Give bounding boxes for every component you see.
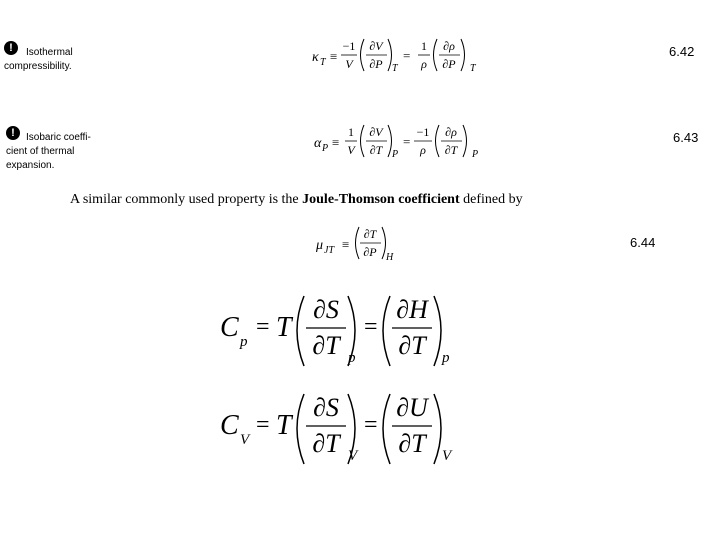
eq-operator: = <box>403 134 411 149</box>
eq-denominator: ∂T <box>444 143 458 157</box>
eq-subscript: V <box>348 448 358 464</box>
right-paren <box>388 125 392 157</box>
sentence-prefix: A similar commonly used property is the <box>70 192 303 207</box>
right-paren <box>461 39 465 71</box>
eq-operator: ≡ <box>330 49 338 64</box>
right-paren <box>463 125 467 157</box>
eq-numerator: ∂U <box>396 393 428 422</box>
eq-denominator: ∂P <box>442 57 456 71</box>
eq-subscript: T <box>392 63 398 74</box>
eq-operator: ≡ <box>332 135 340 150</box>
eq-numerator: ∂V <box>369 125 383 139</box>
eq-numerator: 1 <box>421 39 427 53</box>
joule-thomson-term: Joule-Thomson coefficient <box>302 192 460 207</box>
eq-numerator: −1 <box>342 39 356 53</box>
eq-numerator: ∂ρ <box>443 39 455 53</box>
eq-denominator: ∂T <box>369 143 383 157</box>
eq-subscript: T <box>320 57 326 68</box>
note-line: compressibility. <box>4 61 72 72</box>
eq-numerator: −1 <box>416 125 430 139</box>
exclamation-icon: ! <box>4 41 18 55</box>
left-paren <box>436 125 440 157</box>
eq-symbol: μ <box>316 238 324 253</box>
eq-subscript: T <box>470 63 476 74</box>
eq-subscript: V <box>442 448 452 464</box>
eq-operator: = <box>364 412 378 438</box>
eq-subscript: P <box>472 149 479 160</box>
side-note-isothermal <box>4 41 104 73</box>
eq-subscript: p <box>240 334 248 350</box>
right-paren <box>388 39 392 71</box>
left-paren <box>361 125 365 157</box>
right-paren <box>434 394 441 464</box>
left-paren <box>297 296 304 366</box>
eq-numerator: ∂S <box>313 295 339 324</box>
eq-denominator: V <box>345 57 353 71</box>
eq-numerator: ∂H <box>396 295 428 324</box>
eq-subscript: p <box>348 350 356 366</box>
note-line: cient of thermal <box>6 146 75 157</box>
eq-subscript: H <box>386 252 394 263</box>
note-line: Isobaric coeffi- <box>26 132 91 143</box>
eq-numerator: 1 <box>348 125 354 139</box>
right-paren <box>434 296 441 366</box>
note-line: Isothermal <box>26 47 73 58</box>
left-paren <box>297 394 304 464</box>
sentence-suffix: defined by <box>459 192 523 207</box>
eq-operator: = <box>256 412 270 438</box>
eq-numerator: ∂ρ <box>445 125 457 139</box>
eq-operator: = <box>403 48 411 63</box>
eq-operator: ≡ <box>342 237 350 252</box>
body-sentence <box>70 192 523 208</box>
eq-numerator: ∂T <box>363 227 377 241</box>
eq-subscript: P <box>322 143 329 154</box>
exclamation-icon: ! <box>6 126 20 140</box>
eq-operator: = <box>364 314 378 340</box>
equation-number: 6.42 <box>669 44 695 59</box>
left-paren <box>361 39 365 71</box>
eq-denominator: ∂P <box>363 245 377 259</box>
equation-isothermal-compressibility <box>310 33 490 83</box>
eq-denominator: ∂T <box>398 331 426 360</box>
right-paren <box>382 227 386 259</box>
eq-symbol: κ <box>312 50 319 65</box>
equation-heat-capacity-volume <box>220 388 470 478</box>
eq-denominator: ∂P <box>369 57 383 71</box>
equation-heat-capacity-pressure <box>220 290 470 380</box>
eq-denominator: ρ <box>421 57 427 71</box>
equation-joule-thomson <box>314 222 414 272</box>
eq-denominator: ∂T <box>398 429 426 458</box>
left-paren <box>383 296 390 366</box>
eq-subscript: V <box>240 432 250 448</box>
note-line: expansion. <box>6 160 55 171</box>
eq-denominator: ∂T <box>312 331 340 360</box>
eq-symbol: C <box>220 410 239 441</box>
eq-denominator: ρ <box>420 143 426 157</box>
eq-subscript: p <box>442 350 450 366</box>
equation-number: 6.43 <box>673 130 699 145</box>
eq-operator: = <box>256 314 270 340</box>
eq-subscript: P <box>392 149 399 160</box>
eq-subscript: JT <box>324 245 334 256</box>
left-paren <box>434 39 438 71</box>
side-note-isobaric <box>6 126 116 172</box>
equation-number: 6.44 <box>630 235 656 250</box>
eq-denominator: V <box>347 143 355 157</box>
eq-symbol: α <box>314 136 322 151</box>
left-paren <box>356 227 360 259</box>
left-paren <box>383 394 390 464</box>
eq-numerator: ∂V <box>369 39 383 53</box>
eq-denominator: ∂T <box>312 429 340 458</box>
eq-numerator: ∂S <box>313 393 339 422</box>
eq-symbol: C <box>220 312 239 343</box>
eq-symbol: T <box>276 410 292 441</box>
equation-isobaric-expansion <box>312 119 492 169</box>
eq-symbol: T <box>276 312 292 343</box>
